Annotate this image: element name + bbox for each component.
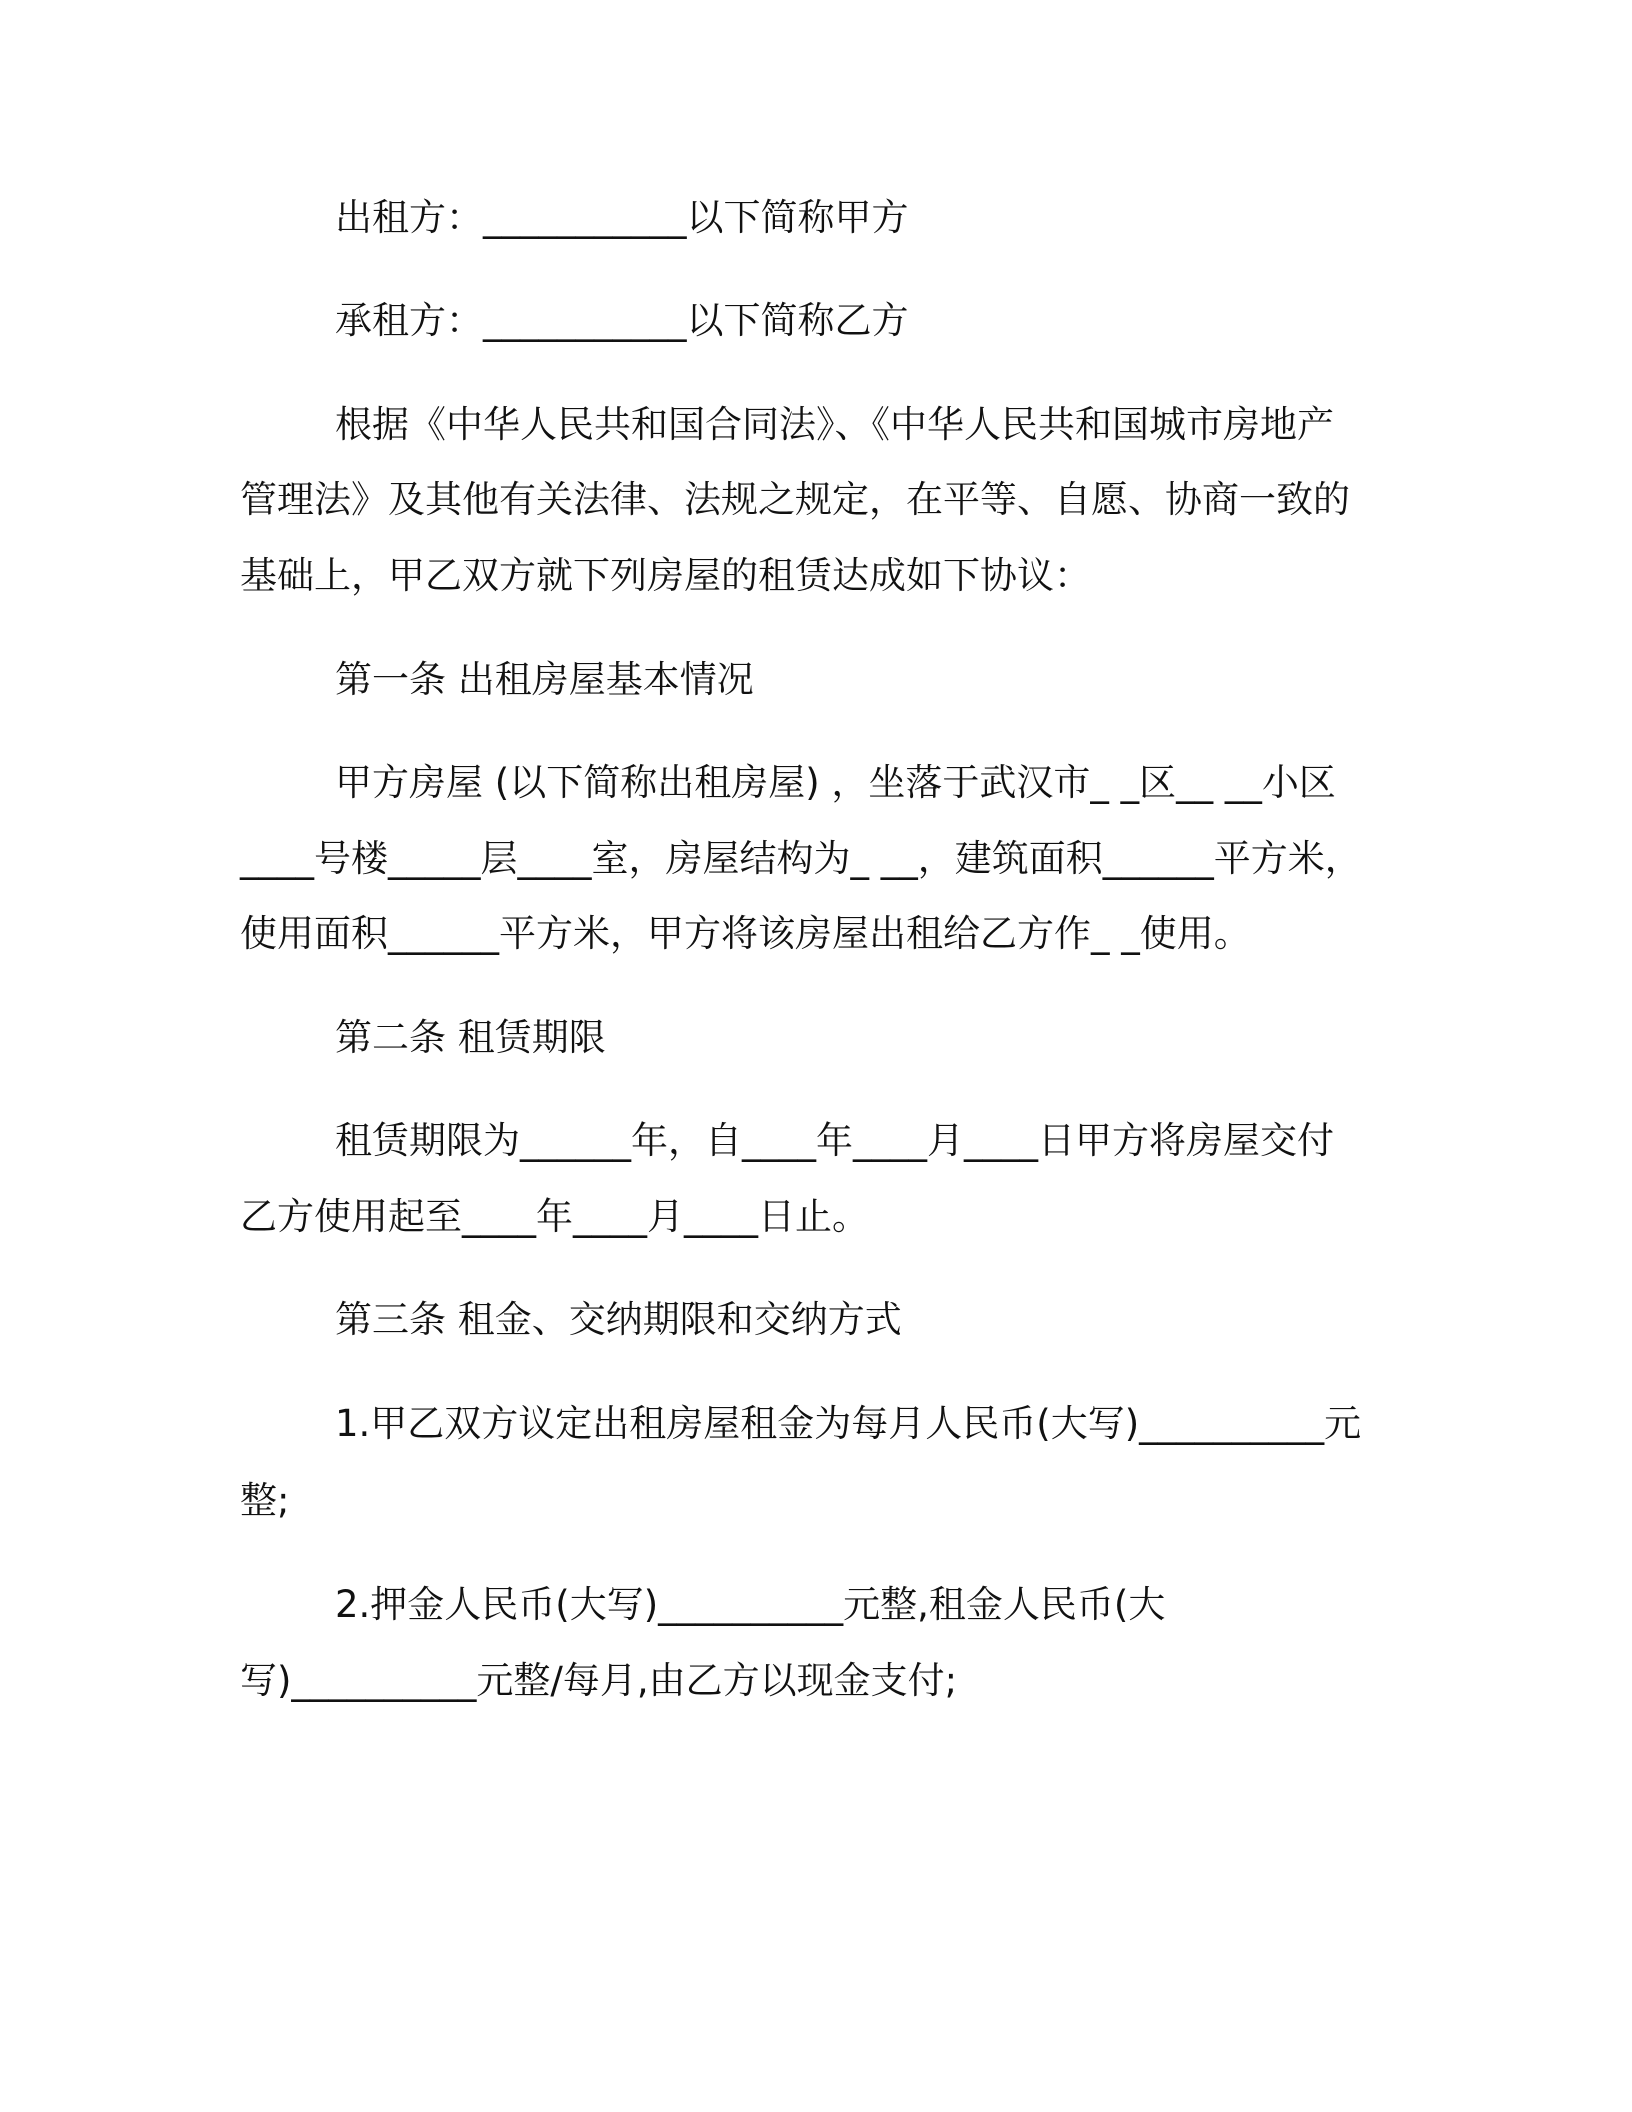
- article-1-heading: 第一条 出租房屋基本情况: [335, 658, 754, 701]
- article-1-line-2: ____号楼_____层____室，房屋结构为_ __，建筑面积______平方米，: [240, 837, 1362, 880]
- article-1-line-3: 使用面积______平方米，甲方将该房屋出租给乙方作_ _使用。: [240, 912, 1251, 955]
- lessor-line: 出租方：___________以下简称甲方: [335, 196, 909, 239]
- article-3-item-1-line-1: 1.甲乙双方议定出租房屋租金为每月人民币(大写)__________元: [335, 1402, 1362, 1445]
- article-3-heading: 第三条 租金、交纳期限和交纳方式: [335, 1298, 902, 1341]
- article-1-line-1: 甲方房屋 (以下简称出租房屋) ，坐落于武汉市_ _区__ __小区: [335, 761, 1336, 804]
- article-3-item-1-line-2: 整;: [240, 1479, 290, 1522]
- preamble-line-2: 管理法》及其他有关法律、法规之规定，在平等、自愿、协商一致的: [240, 478, 1350, 521]
- preamble-line-1: 根据《中华人民共和国合同法》、《中华人民共和国城市房地产: [335, 403, 1334, 446]
- article-2-line-1: 租赁期限为______年，自____年____月____日甲方将房屋交付: [335, 1119, 1334, 1162]
- article-2-heading: 第二条 租赁期限: [335, 1016, 606, 1059]
- article-3-item-2-line-1: 2.押金人民币(大写)__________元整,租金人民币(大: [335, 1583, 1166, 1626]
- lessee-line: 承租方：___________以下简称乙方: [335, 299, 909, 342]
- article-2-line-2: 乙方使用起至____年____月____日止。: [240, 1195, 869, 1238]
- article-3-item-2-line-2: 写)__________元整/每月,由乙方以现金支付;: [240, 1659, 958, 1702]
- preamble-line-3: 基础上，甲乙双方就下列房屋的租赁达成如下协议：: [240, 554, 1091, 597]
